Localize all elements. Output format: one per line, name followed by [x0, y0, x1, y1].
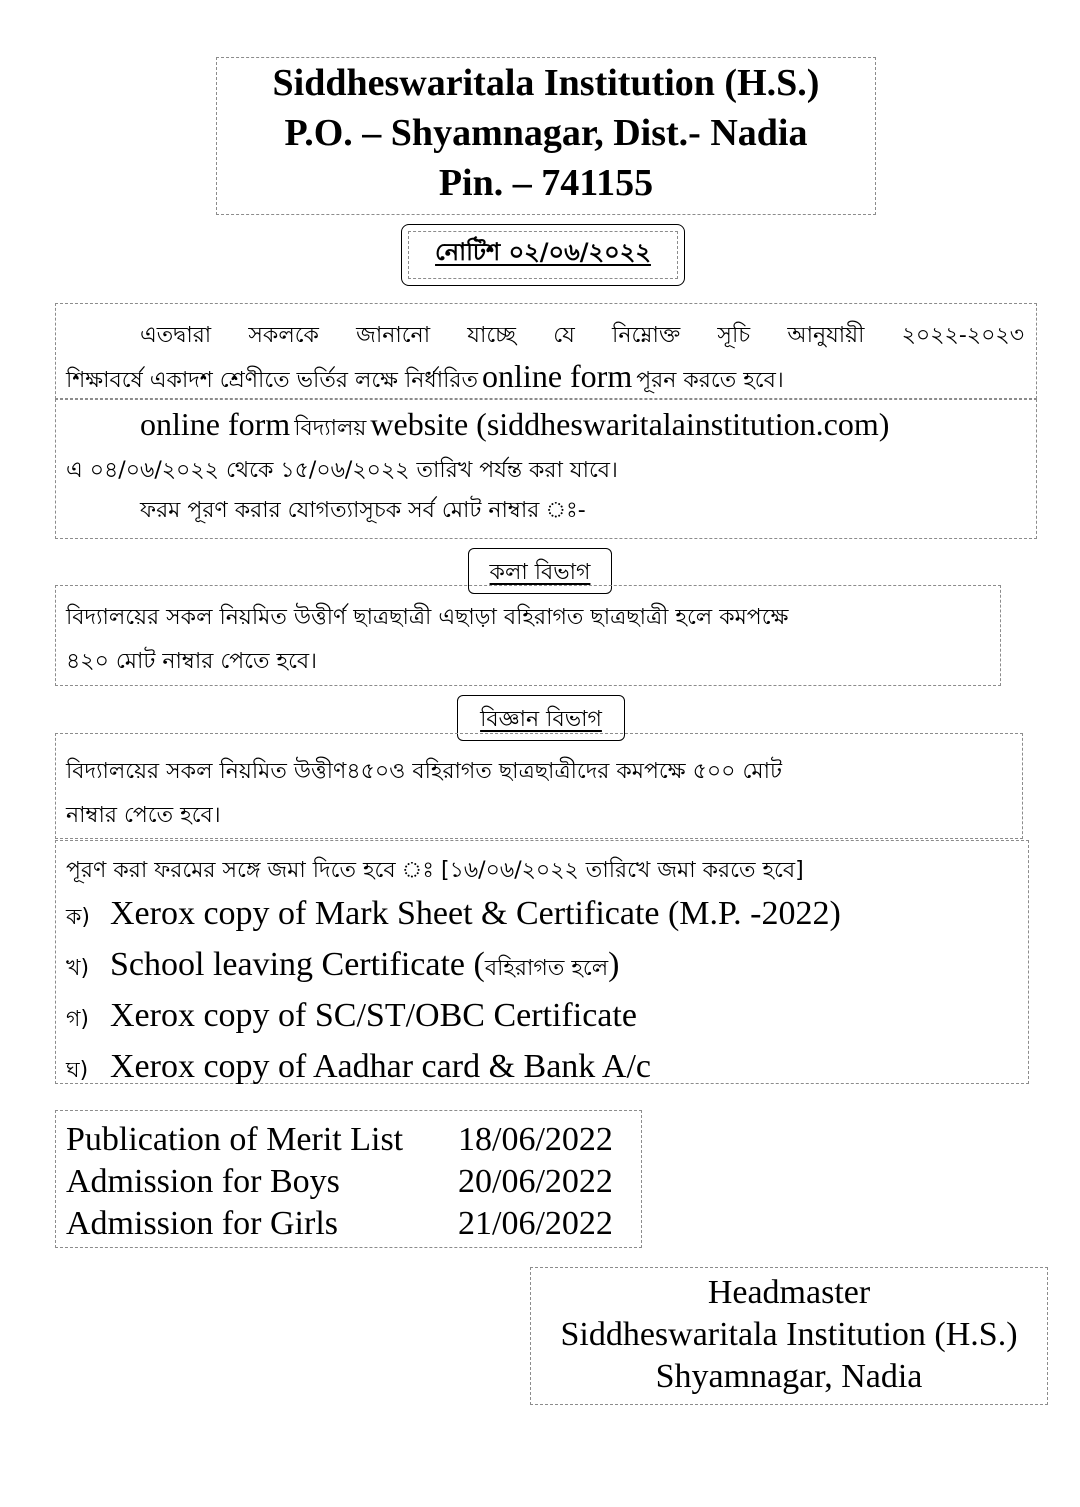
- signature-title: Headmaster: [707, 1274, 871, 1311]
- school-address: P.O. – Shyamnagar, Dist.- Nadia: [284, 112, 808, 154]
- document-item-mark: গ): [66, 1007, 90, 1032]
- arts-section-title-text: কলা বিভাগ: [489, 560, 591, 585]
- intro-line-2-en: online form: [482, 358, 633, 394]
- arts-paragraph: [55, 585, 1001, 686]
- signature-block: [530, 1267, 1048, 1405]
- document-item-mark: ক): [66, 905, 90, 930]
- document-item-mark: খ): [66, 956, 90, 981]
- notice-title-frame: [401, 224, 685, 286]
- document-item-text: Xerox copy of Mark Sheet & Certificate (M.P. -2022): [110, 895, 841, 932]
- document-item-text: School leaving Certificate (: [110, 946, 485, 983]
- notice-title: নোটিশ ০২/০৬/২০২২: [435, 238, 651, 266]
- document-item-text: Xerox copy of Aadhar card & Bank A/c: [110, 1048, 651, 1085]
- online-line-1: [66, 404, 1024, 451]
- documents-intro: পূরণ করা ফরমের সঙ্গে জমা দিতে হবে ঃ [১৬/০৬/২০২২ তারিখে জমা করতে হবে]: [66, 858, 804, 883]
- intro-line-2-bn: শিক্ষাবর্ষে একাদশ শ্রেণীতে ভর্তির লক্ষে নির্ধারিত: [66, 368, 479, 393]
- intro-line-2: [66, 358, 1024, 401]
- signature-place: Shyamnagar, Nadia: [655, 1358, 923, 1395]
- schedule-label: Publication of Merit List: [66, 1121, 404, 1158]
- document-item: [66, 993, 1016, 1044]
- schedule-date: 18/06/2022: [458, 1121, 613, 1158]
- document-item: [66, 891, 1016, 942]
- schedule-label: Admission for Girls: [66, 1205, 338, 1242]
- schedule-row: [66, 1161, 641, 1203]
- science-paragraph: [55, 733, 1023, 839]
- science-section-title-text: বিজ্ঞান বিভাগ: [480, 707, 602, 732]
- arts-line-1: বিদ্যালয়ের সকল নিয়মিত উত্তীর্ণ ছাত্রছাত্রী এছাড়া বহিরাগত ছাত্রছাত্রী হলে কমপক্ষে: [66, 605, 789, 630]
- document-item-bn-note: বহিরাগত হলে: [484, 956, 609, 981]
- intro-line-2-bn-end: পূরন করতে হবে।: [636, 368, 784, 393]
- online-line-2: এ ০৪/০৬/২০২২ থেকে ১৫/০৬/২০২২ তারিখ পর্যন্ত করা যাবে।: [66, 458, 618, 483]
- online-line-1-en2: website (siddheswaritalainstitution.com): [370, 406, 890, 442]
- schedule-date: 20/06/2022: [458, 1163, 613, 1200]
- online-line-3: ফরম পূরণ করার যোগত্যাসূচক সর্ব মোট নাম্বার ঃ-: [140, 498, 586, 523]
- document-item-close: ): [608, 946, 620, 983]
- online-line-1-en1: online form: [140, 406, 291, 442]
- document-item: [66, 1044, 1016, 1095]
- document-item-mark: ঘ): [66, 1058, 89, 1083]
- school-pin: Pin. – 741155: [438, 162, 654, 204]
- science-line-2: নাম্বার পেতে হবে।: [66, 803, 221, 828]
- document-item-text: Xerox copy of SC/ST/OBC Certificate: [110, 997, 637, 1034]
- intro-paragraph: [55, 303, 1037, 399]
- schedule-date: 21/06/2022: [458, 1205, 613, 1242]
- documents-section: [55, 840, 1029, 1084]
- intro-line-1: এতদ্বারা সকলকে জানানো যাচ্ছে যে নিম্নোক্ত সূচি আনুযায়ী ২০২২-২০২৩: [140, 323, 1024, 348]
- school-name: Siddheswaritala Institution (H.S.): [272, 62, 820, 104]
- schedule-row: [66, 1119, 641, 1161]
- schedule-table: [55, 1110, 642, 1248]
- online-line-1-bn: বিদ্যালয়: [294, 416, 367, 441]
- science-line-1: বিদ্যালয়ের সকল নিয়মিত উত্তীণ৪৫০ও বহিরাগত ছাত্রছাত্রীদের কমপক্ষে ৫০০ মোট: [66, 759, 782, 784]
- schedule-label: Admission for Boys: [66, 1163, 340, 1200]
- document-item: [66, 942, 1016, 993]
- online-form-paragraph: [55, 399, 1037, 539]
- schedule-row: [66, 1203, 641, 1245]
- signature-school: Siddheswaritala Institution (H.S.): [560, 1316, 1018, 1353]
- school-header: [216, 57, 876, 215]
- arts-line-2: ৪২০ মোট নাম্বার পেতে হবে।: [66, 649, 318, 674]
